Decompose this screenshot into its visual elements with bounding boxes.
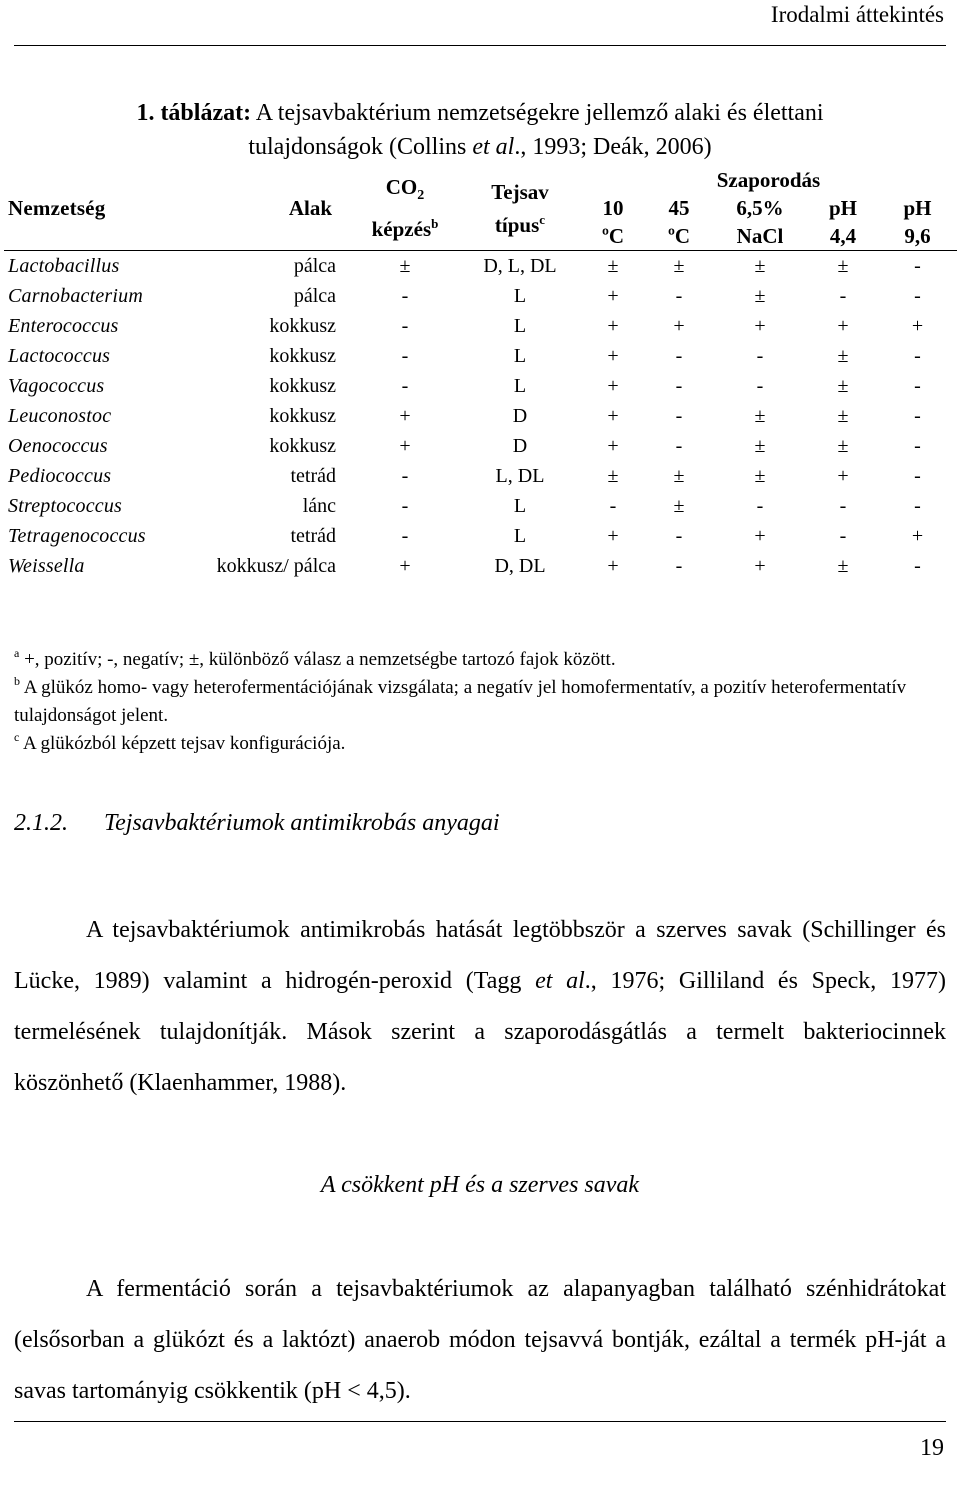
cell-ph96: - [914, 555, 921, 577]
cell-ph44: ± [837, 375, 849, 397]
footnote-a: $^a$ +, pozitív; -, negatív; ±, különböző válasz a nemzetségbe tartozó fajok között. [14, 646, 616, 670]
cell-45c: ± [673, 495, 685, 517]
cell-ph96: - [914, 255, 921, 277]
cell-lactic-type: L [513, 495, 527, 517]
cell-lactic-type: L, DL [495, 465, 545, 487]
cell-co2: - [401, 465, 409, 487]
cell-10c: + [607, 345, 619, 367]
cell-45c: ± [673, 465, 685, 487]
cell-shape: kokkusz [269, 315, 336, 337]
cell-nacl: ± [754, 405, 766, 427]
col-header-ph44: pH 4,4 [808, 194, 878, 251]
cell-lactic-type: L [513, 285, 527, 307]
cell-co2: ± [399, 255, 411, 277]
cell-shape: kokkusz [269, 375, 336, 397]
cell-nacl: + [754, 525, 766, 547]
table-row [4, 371, 957, 401]
cell-nacl: ± [754, 285, 766, 307]
table-row [4, 311, 957, 341]
cell-10c: ± [607, 465, 619, 487]
cell-shape: pálca [293, 255, 336, 277]
cell-ph96: + [911, 525, 924, 547]
col-header-co2: $CO_2$ képzés$^b$ [350, 166, 460, 251]
paragraph-antimicrobial: A tejsavbaktériumok antimikrobás hatását legtöbbször a szerves savak (Schillinger és Lücke, 1989) valamint a hidrogén-peroxid (Tagg et al., 1976; Gilliland és Speck, 1977) termelésének tulajdonítják. Mások szerint a szaporodásgátlás a termelt bakteriocinnek köszönhető (Klaenhammer, 1988). [14, 917, 946, 1096]
cell-ph96: - [914, 285, 921, 307]
table-row [4, 491, 957, 521]
cell-45c: - [675, 555, 683, 577]
cell-ph44: ± [837, 255, 849, 277]
cell-ph44: + [837, 465, 849, 487]
cell-shape: kokkusz [269, 405, 336, 427]
cell-lactic-type: L [513, 345, 527, 367]
cell-co2: - [401, 495, 409, 517]
running-header: Irodalmi áttekintés [770, 2, 944, 27]
cell-45c: ± [673, 255, 685, 277]
table-row [4, 281, 957, 311]
cell-lactic-type: D, DL [494, 555, 546, 577]
col-header-45c: 45 ºC [646, 194, 712, 251]
cell-co2: - [401, 285, 409, 307]
section-number: 2.1.2. [14, 810, 68, 836]
cell-10c: + [607, 285, 619, 307]
cell-lactic-type: D, L, DL [483, 255, 557, 277]
cell-ph44: ± [837, 405, 849, 427]
table-row [4, 521, 957, 551]
cell-genus: Streptococcus [8, 495, 123, 517]
cell-ph44: - [839, 495, 847, 517]
cell-nacl: - [756, 495, 764, 517]
cell-co2: - [401, 315, 409, 337]
cell-45c: - [675, 375, 683, 397]
col-header-ph96: pH 9,6 [878, 194, 957, 251]
cell-nacl: + [754, 555, 766, 577]
cell-10c: + [607, 525, 619, 547]
header-rule [14, 45, 946, 46]
cell-genus: Lactobacillus [8, 255, 120, 277]
table-row [4, 251, 957, 282]
cell-ph96: - [914, 345, 921, 367]
cell-genus: Tetragenococcus [8, 525, 146, 547]
cell-nacl: ± [754, 435, 766, 457]
cell-co2: + [399, 405, 411, 427]
cell-lactic-type: L [513, 375, 527, 397]
cell-shape: kokkusz [269, 345, 336, 367]
cell-45c: + [673, 315, 685, 337]
table-caption-text: A tejsavbaktérium nemzetségekre jellemző alaki és élettani [255, 100, 824, 126]
genera-table [4, 166, 957, 581]
cell-lactic-type: D [512, 405, 528, 427]
cell-genus: Carnobacterium [8, 285, 144, 307]
cell-10c: + [607, 315, 619, 337]
col-header-growth: Szaporodás [716, 168, 821, 192]
col-header-genus: Nemzetség [4, 166, 200, 251]
cell-genus: Enterococcus [8, 315, 119, 337]
table-caption-label: 1. táblázat: [136, 100, 252, 126]
table-row [4, 461, 957, 491]
cell-genus: Vagococcus [8, 375, 105, 397]
cell-45c: - [675, 345, 683, 367]
subheading-ph: A csökkent pH és a szerves savak [320, 1172, 640, 1198]
table-row [4, 401, 957, 431]
cell-co2: - [401, 345, 409, 367]
table-row [4, 341, 957, 371]
cell-45c: - [675, 435, 683, 457]
cell-10c: ± [607, 255, 619, 277]
cell-ph96: - [914, 435, 921, 457]
cell-ph44: ± [837, 345, 849, 367]
cell-45c: - [675, 285, 683, 307]
cell-ph96: + [911, 315, 924, 337]
cell-shape: kokkusz/ pálca [216, 555, 336, 577]
footer-rule [14, 1421, 946, 1422]
col-header-shape: Alak [200, 166, 350, 251]
cell-45c: - [675, 405, 683, 427]
cell-co2: + [399, 555, 411, 577]
footnote-b: $^b$ A glükóz homo- vagy heterofermentációjának vizsgálata; a negatív jel homofermentatív, a pozitív heterofermentatív tulajdonságot jelent. [14, 674, 907, 726]
cell-nacl: - [756, 345, 764, 367]
cell-genus: Oenococcus [8, 435, 108, 457]
col-header-lactic-type: Tejsav típus$^c$ [460, 166, 580, 251]
section-heading [14, 810, 500, 837]
cell-shape: tetrád [290, 465, 336, 487]
cell-lactic-type: L [513, 525, 527, 547]
cell-nacl: - [756, 375, 764, 397]
cell-co2: - [401, 525, 409, 547]
section-title: Tejsavbaktériumok antimikrobás anyagai [104, 810, 500, 836]
footnote-c: $^c$ A glükózból képzett tejsav konfigurációja. [14, 730, 346, 754]
cell-ph96: - [914, 405, 921, 427]
cell-10c: + [607, 435, 619, 457]
cell-ph44: ± [837, 435, 849, 457]
paragraph-fermentation: A fermentáció során a tejsavbaktériumok az alapanyagban található szénhidrátokat (elsősorban a glükózt és a laktózt) anaerob módon tejsavvá bontják, ezáltal a termék pH-ját a savas tartományig csökkentik (pH < 4,5). [14, 1276, 946, 1404]
page-number: 19 [920, 1435, 944, 1461]
cell-shape: lánc [302, 495, 336, 517]
cell-ph96: - [914, 375, 921, 397]
table-row [4, 551, 957, 581]
cell-ph44: ± [837, 555, 849, 577]
cell-co2: + [399, 435, 411, 457]
cell-nacl: + [754, 315, 766, 337]
cell-ph96: - [914, 465, 921, 487]
cell-nacl: ± [754, 255, 766, 277]
cell-ph96: - [914, 495, 921, 517]
cell-genus: Pediococcus [8, 465, 112, 487]
cell-10c: - [609, 495, 617, 517]
col-header-nacl: 6,5% NaCl [712, 194, 808, 251]
cell-genus: Lactococcus [8, 345, 111, 367]
cell-10c: + [607, 555, 619, 577]
table-header-row [4, 166, 957, 194]
cell-ph44: + [837, 315, 849, 337]
cell-lactic-type: D [512, 435, 528, 457]
cell-ph44: - [839, 285, 847, 307]
table-row [4, 431, 957, 461]
table-caption-line2: tulajdonságok (Collins et al., 1993; Deák, 2006) [248, 134, 712, 160]
cell-ph44: - [839, 525, 847, 547]
cell-shape: kokkusz [269, 435, 336, 457]
cell-10c: + [607, 375, 619, 397]
table-caption-line1 [0, 100, 960, 127]
cell-nacl: ± [754, 465, 766, 487]
cell-co2: - [401, 375, 409, 397]
col-header-10c: 10 ºC [580, 194, 646, 251]
cell-lactic-type: L [513, 315, 527, 337]
cell-10c: + [607, 405, 619, 427]
cell-45c: - [675, 525, 683, 547]
cell-genus: Leuconostoc [8, 405, 112, 427]
cell-shape: pálca [293, 285, 336, 307]
cell-shape: tetrád [290, 525, 336, 547]
cell-genus: Weissella [8, 555, 85, 577]
